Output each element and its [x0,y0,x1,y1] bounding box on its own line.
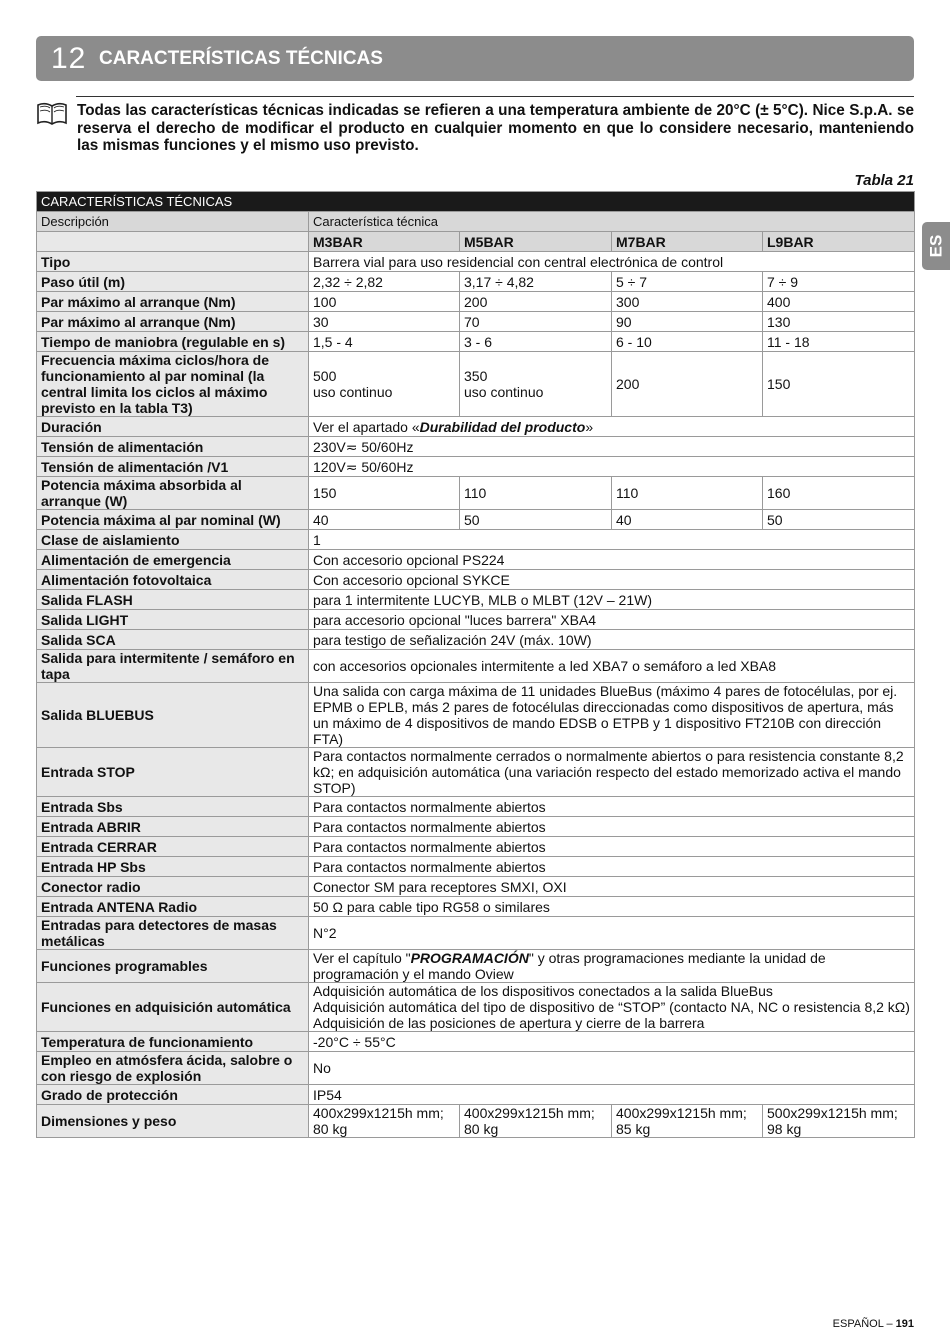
row-value-prefix: Ver el apartado « [313,418,420,435]
section-header [36,36,914,81]
table-row [37,837,915,857]
row-value-prefix: Ver el capítulo " [313,950,411,966]
row-value: 130 [763,312,915,332]
footer [833,1318,914,1330]
row-label: Potencia máxima al par nominal (W) [37,510,309,530]
row-value: 350 uso continuo [460,352,612,417]
row-label: Paso útil (m) [37,272,309,292]
row-value: 300 [612,292,763,312]
table-row [37,252,915,272]
table-row [37,590,915,610]
row-label: Alimentación de emergencia [37,550,309,570]
table-row [37,650,915,683]
row-label: Salida para intermitente / semáforo en tapa [37,650,309,683]
row-label: Tensión de alimentación [37,437,309,457]
row-value: 1,5 - 4 [309,332,460,352]
row-value [309,417,915,437]
row-label: Frecuencia máxima ciclos/hora de funcionamiento al par nominal (la central limita los ciclos al máximo previsto en la tabla T3) [37,352,309,417]
row-value: No [309,1052,915,1085]
row-value: 2,32 ÷ 2,82 [309,272,460,292]
row-value: Para contactos normalmente cerrados o normalmente abiertos o para resistencia constante 8,2 kΩ; en adquisición automática (una variación respecto del estado memorizado activa el mando STOP) [309,748,915,797]
row-value: Para contactos normalmente abiertos [309,857,915,877]
table-title: CARACTERÍSTICAS TÉCNICAS [37,192,915,212]
model-row [37,232,915,252]
row-value: 100 [309,292,460,312]
row-value: 70 [460,312,612,332]
row-value: IP54 [309,1085,915,1105]
page-number: 191 [895,1318,914,1330]
row-value: Con accesorio opcional PS224 [309,550,915,570]
row-value: 150 [763,352,915,417]
row-value: 200 [460,292,612,312]
row-value: 400x299x1215h mm; 80 kg [309,1105,460,1138]
section-title: CARACTERÍSTICAS TÉCNICAS [99,47,383,69]
table-row [37,748,915,797]
table-row [37,417,915,437]
row-value-emphasis: Durabilidad del producto [419,418,586,435]
table-row [37,530,915,550]
table-row [37,630,915,650]
header-characteristic: Característica técnica [309,212,915,232]
model-row-blank [37,232,309,252]
row-label: Tensión de alimentación /V1 [37,457,309,477]
row-label: Potencia máxima absorbida al arranque (W) [37,477,309,510]
row-value: 110 [460,477,612,510]
row-label: Funciones programables [37,950,309,983]
model-m3bar: M3BAR [309,232,460,252]
row-label: Empleo en atmósfera ácida, salobre o con riesgo de explosión [37,1052,309,1085]
language-tab-label: ES [926,234,945,258]
row-label: Entrada HP Sbs [37,857,309,877]
model-m7bar: M7BAR [612,232,763,252]
row-value-emphasis: PROGRAMACIÓN [410,950,529,966]
table-row [37,950,915,983]
table-row [37,292,915,312]
row-value: 7 ÷ 9 [763,272,915,292]
row-value: 40 [309,510,460,530]
row-value: N°2 [309,917,915,950]
row-value: 400 [763,292,915,312]
header-description: Descripción [37,212,309,232]
row-value: 230V≂ 50/60Hz [309,437,915,457]
row-value-suffix: » [585,418,594,435]
row-label: Entrada ABRIR [37,817,309,837]
row-value: 500x299x1215h mm; 98 kg [763,1105,915,1138]
row-label: Clase de aislamiento [37,530,309,550]
table-row [37,550,915,570]
model-l9bar: L9BAR [763,232,915,252]
row-label: Salida FLASH [37,590,309,610]
table-row [37,610,915,630]
table-caption: Tabla 21 [854,172,914,189]
row-label: Tiempo de maniobra (regulable en s) [37,332,309,352]
table-row [37,857,915,877]
row-value: 1 [309,530,915,550]
row-value: para accesorio opcional "luces barrera" XBA4 [309,610,915,630]
row-value: para testigo de señalización 24V (máx. 10W) [309,630,915,650]
row-label: Dimensiones y peso [37,1105,309,1138]
row-value-suffix: " y otras programaciones mediante la unidad de programación y el mando Oview [313,950,826,982]
row-value [309,950,915,983]
table-row [37,683,915,748]
specs-table [36,191,915,1138]
row-value: Conector SM para receptores SMXI, OXI [309,877,915,897]
row-value: 110 [612,477,763,510]
row-label: Tipo [37,252,309,272]
language-tab [922,222,950,270]
table-row [37,352,915,417]
row-value: Barrera vial para uso residencial con central electrónica de control [309,252,915,272]
row-label: Entrada Sbs [37,797,309,817]
table-row [37,1052,915,1085]
row-label: Entrada STOP [37,748,309,797]
table-row [37,332,915,352]
row-value: 40 [612,510,763,530]
model-m5bar: M5BAR [460,232,612,252]
row-value: 3 - 6 [460,332,612,352]
table-row [37,477,915,510]
row-value: 11 - 18 [763,332,915,352]
row-value: 50 [763,510,915,530]
row-label: Entrada CERRAR [37,837,309,857]
row-value: 3,17 ÷ 4,82 [460,272,612,292]
table-row [37,1105,915,1138]
book-icon [36,102,68,126]
row-value: 5 ÷ 7 [612,272,763,292]
row-label: Funciones en adquisición automática [37,983,309,1032]
row-label: Salida BLUEBUS [37,683,309,748]
row-label: Par máximo al arranque (Nm) [37,312,309,332]
table-row [37,1085,915,1105]
row-value: -20°C ÷ 55°C [309,1032,915,1052]
row-label: Duración [37,417,309,437]
row-value: 120V≂ 50/60Hz [309,457,915,477]
row-value: Para contactos normalmente abiertos [309,817,915,837]
row-value: 50 [460,510,612,530]
table-row [37,437,915,457]
section-number: 12 [51,41,87,75]
row-value: Una salida con carga máxima de 11 unidades BlueBus (máximo 4 pares de fotocélulas, por ej. EPMB o EPLB, más 2 pares de fotocélulas direccionadas como dispositivos de apertura, más un máximo de 4 dispositivos de mando EDSB o ETPB y 1 dispositivo FT210B con dirección FTA) [309,683,915,748]
table-row [37,1032,915,1052]
row-value: Con accesorio opcional SYKCE [309,570,915,590]
row-label: Salida SCA [37,630,309,650]
row-label: Alimentación fotovoltaica [37,570,309,590]
row-value: 150 [309,477,460,510]
note-text: Todas las características técnicas indicadas se refieren a una temperatura ambiente de 20°C (± 5°C). Nice S.p.A. se reserva el derecho de modificar el producto en cualquier momento en que lo considere necesario, manteniendo las mismas funciones y el mismo uso previsto. [77,102,914,154]
row-value: 400x299x1215h mm; 85 kg [612,1105,763,1138]
row-value: 90 [612,312,763,332]
table-row [37,817,915,837]
row-value: para 1 intermitente LUCYB, MLB o MLBT (12V – 21W) [309,590,915,610]
footer-separator: – [883,1318,896,1330]
table-row [37,877,915,897]
table-row [37,510,915,530]
row-label: Conector radio [37,877,309,897]
row-label: Entradas para detectores de masas metálicas [37,917,309,950]
row-label: Salida LIGHT [37,610,309,630]
row-value: con accesorios opcionales intermitente a led XBA7 o semáforo a led XBA8 [309,650,915,683]
row-value: 50 Ω para cable tipo RG58 o similares [309,897,915,917]
table-row [37,983,915,1032]
table-row [37,312,915,332]
row-value: 160 [763,477,915,510]
row-value: 6 - 10 [612,332,763,352]
table-title-row [37,192,915,212]
row-value: Adquisición automática de los dispositivos conectados a la salida BlueBus Adquisición automática del tipo de dispositivo de “STOP” (contacto NA, NC o resistencia 8,2 kΩ) Adquisición de las posiciones de apertura y cierre de la barrera [309,983,915,1032]
row-label: Temperatura de funcionamiento [37,1032,309,1052]
table-row [37,570,915,590]
row-label: Entrada ANTENA Radio [37,897,309,917]
row-value: 200 [612,352,763,417]
divider [76,96,914,97]
table-row [37,897,915,917]
row-value: 30 [309,312,460,332]
table-row [37,797,915,817]
table-row [37,457,915,477]
row-value: 500 uso continuo [309,352,460,417]
footer-language: ESPAÑOL [832,1318,884,1330]
row-value: 400x299x1215h mm; 80 kg [460,1105,612,1138]
row-value: Para contactos normalmente abiertos [309,797,915,817]
row-label: Grado de protección [37,1085,309,1105]
table-header-row [37,212,915,232]
table-row [37,272,915,292]
table-row [37,917,915,950]
row-label: Par máximo al arranque (Nm) [37,292,309,312]
row-value: Para contactos normalmente abiertos [309,837,915,857]
